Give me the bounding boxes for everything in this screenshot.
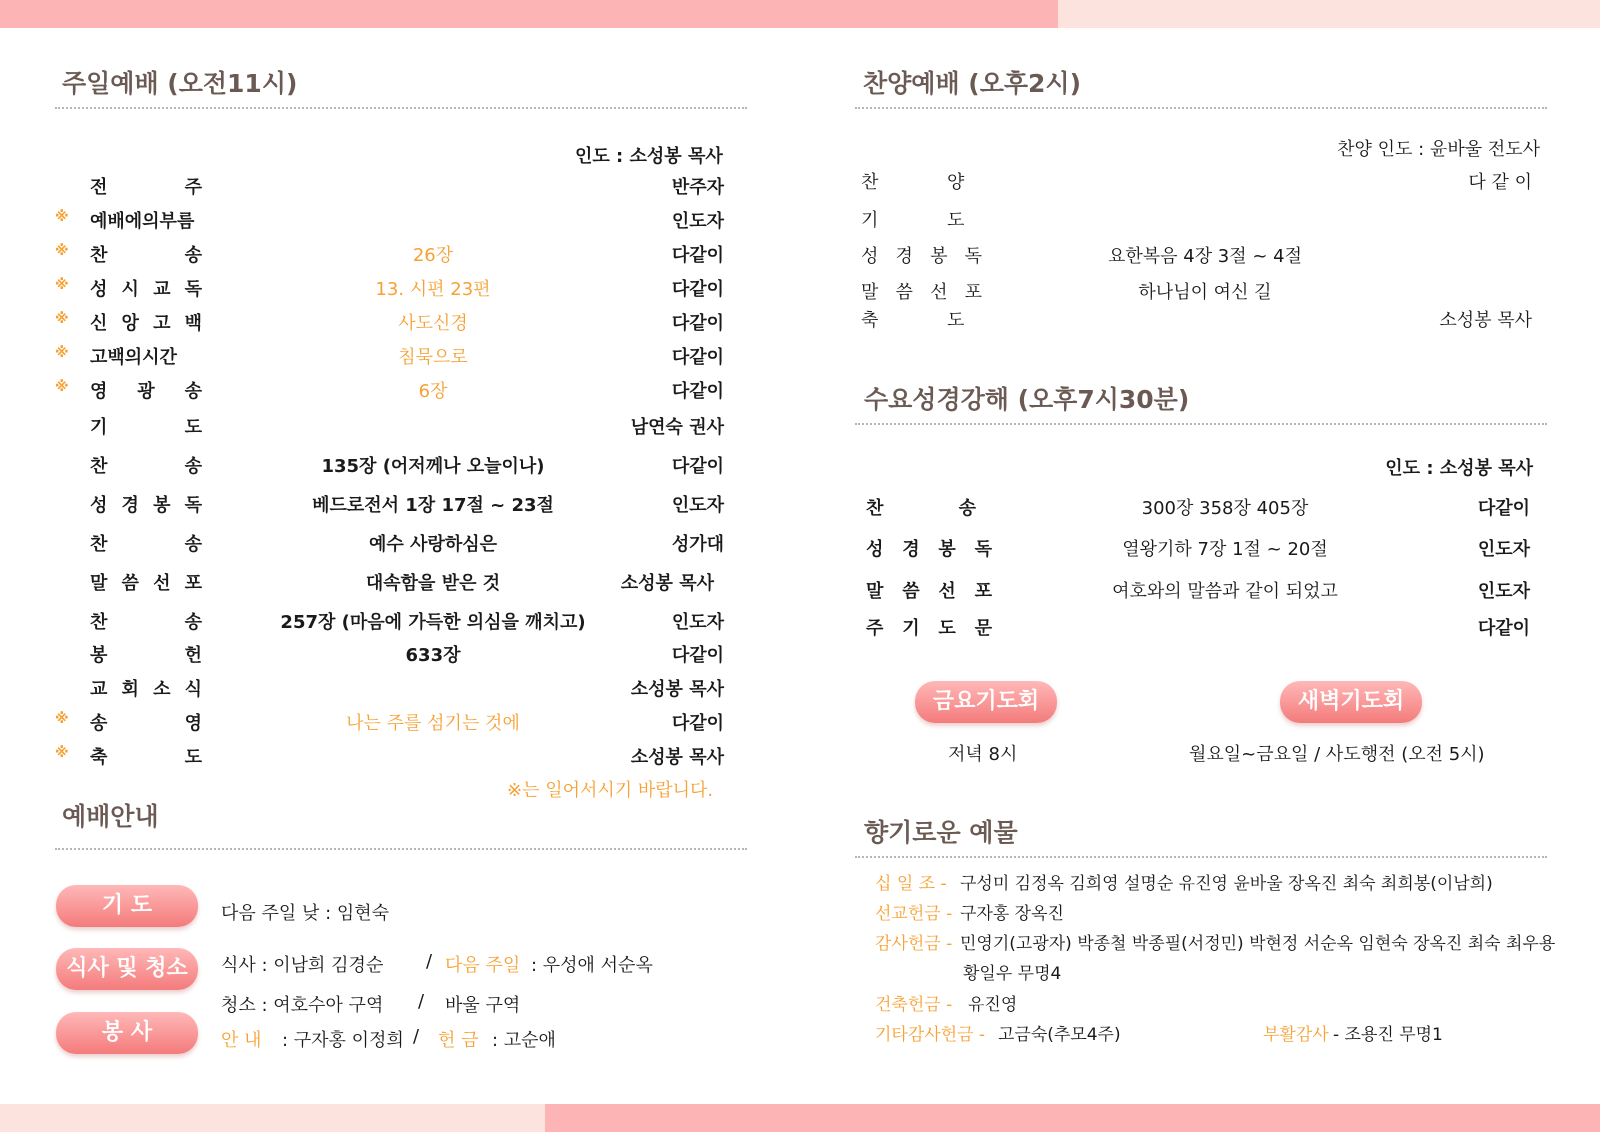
friday-prayer-time: 저녁 8시 [948, 744, 1018, 765]
praise-item: 말 씀 선 포 [861, 282, 983, 303]
order-item: 고백의시간 [90, 347, 177, 368]
standing-note: ※는 일어서시기 바랍니다. [507, 780, 714, 801]
order-person: 다같이 [671, 279, 724, 300]
usher-label: 안 내 [221, 1030, 262, 1051]
order-item: 영 광 송 [90, 381, 202, 402]
order-item: 찬 송 [90, 612, 202, 633]
order-person: 다같이 [671, 713, 724, 734]
order-item: 송 영 [90, 713, 202, 734]
standing-mark: ※ [55, 379, 69, 395]
standing-mark: ※ [55, 243, 69, 259]
order-person: 인도자 [671, 211, 724, 232]
order-item: 성 경 봉 독 [90, 495, 202, 516]
praise-item: 기 도 [861, 210, 965, 231]
tithe-label: 십 일 조 - [875, 874, 947, 894]
prayer-text: 다음 주일 낮 : 임현숙 [221, 903, 390, 924]
clean-separator: / [418, 991, 425, 1012]
order-item: 찬 송 [90, 245, 202, 266]
meal-next-text: : 우성애 서순옥 [531, 955, 653, 976]
order-person: 소성봉 목사 [630, 679, 724, 700]
easter-names: - 조용진 무명1 [1333, 1025, 1443, 1045]
order-person: 소성봉 목사 [630, 747, 724, 768]
friday-prayer-pill: 금요기도회 [915, 681, 1057, 723]
order-person: 다같이 [671, 347, 724, 368]
wednesday-item: 말 씀 선 포 [866, 581, 992, 602]
dawn-prayer-time: 월요일~금요일 / 사도행전 (오전 5시) [1189, 744, 1485, 765]
praise-item: 성 경 봉 독 [861, 246, 983, 267]
wednesday-person: 인도자 [1477, 581, 1530, 602]
wednesday-item: 찬 송 [866, 498, 976, 519]
standing-mark: ※ [55, 711, 69, 727]
wednesday-leader: 인도 : 소성봉 목사 [1385, 458, 1533, 479]
thanks-names: 민영기(고광자) 박종철 박종필(서정민) 박현정 서순옥 임현숙 장옥진 최숙 최우용 [960, 934, 1556, 954]
order-content: 633장 [405, 645, 461, 666]
wednesday-title: 수요성경강해 (오후7시30분) [864, 385, 1190, 414]
meal-separator: / [426, 951, 433, 972]
praise-content: 하나님이 여신 길 [1138, 282, 1272, 303]
order-person: 다같이 [671, 456, 724, 477]
wednesday-person: 다같이 [1477, 498, 1530, 519]
order-content: 침묵으로 [398, 347, 468, 368]
thanks-names-2: 황일우 무명4 [963, 964, 1062, 984]
other-names: 고금숙(추모4주) [998, 1025, 1121, 1045]
top-accent-bar [0, 0, 1058, 28]
service-pill: 봉 사 [56, 1012, 198, 1054]
bottom-accent-bar-light [0, 1104, 545, 1132]
order-item: 성 시 교 독 [90, 279, 202, 300]
standing-mark: ※ [55, 311, 69, 327]
order-person: 인도자 [671, 612, 724, 633]
section-divider [855, 856, 1547, 858]
order-person: 인도자 [671, 495, 724, 516]
order-content: 대속함을 받은 것 [365, 573, 501, 594]
dawn-prayer-pill: 새벽기도회 [1280, 681, 1422, 723]
offering-text: : 고순애 [492, 1030, 556, 1051]
order-person: 다같이 [671, 245, 724, 266]
order-content: 257장 (마음에 가득한 의심을 깨치고) [280, 612, 586, 633]
tithe-names: 구성미 김정옥 김희영 설명순 유진영 윤바울 장옥진 최숙 최희봉(이남희) [960, 874, 1493, 894]
praise-title: 찬양예배 (오후2시) [863, 69, 1082, 98]
praise-person: 다 같 이 [1468, 172, 1532, 193]
clean-text: 청소 : 여호수아 구역 [221, 995, 384, 1016]
building-label: 건축헌금 - [875, 995, 953, 1015]
order-item: 봉 헌 [90, 645, 202, 666]
order-item: 축 도 [90, 747, 202, 768]
order-item: 찬 송 [90, 456, 202, 477]
prayer-pill: 기 도 [56, 885, 198, 927]
order-content: 사도신경 [398, 313, 468, 334]
standing-mark: ※ [55, 277, 69, 293]
order-item: 기 도 [90, 417, 202, 438]
order-item: 예배에의부름 [90, 211, 195, 232]
clean-text-2: 바울 구역 [445, 995, 521, 1016]
order-content: 베드로전서 1장 17절 ~ 23절 [312, 495, 554, 516]
easter-label: 부활감사 [1263, 1025, 1329, 1045]
wednesday-item: 성 경 봉 독 [866, 539, 992, 560]
order-item: 교 회 소 식 [90, 679, 202, 700]
standing-mark: ※ [55, 209, 69, 225]
praise-content: 요한복음 4장 3절 ~ 4절 [1107, 246, 1303, 267]
meal-pill: 식사 및 청소 [56, 948, 198, 990]
guide-title: 예배안내 [62, 802, 159, 831]
order-item: 찬 송 [90, 534, 202, 555]
order-person: 남연숙 권사 [630, 417, 724, 438]
section-divider [55, 107, 747, 109]
order-person: 성가대 [671, 534, 724, 555]
order-content: 6장 [418, 381, 448, 402]
sunday-title: 주일예배 (오전11시) [62, 69, 298, 98]
wednesday-content: 여호와의 말씀과 같이 되었고 [1112, 581, 1338, 602]
order-content: 예수 사랑하심은 [369, 534, 497, 555]
meal-text: 식사 : 이남희 김경순 [221, 955, 384, 976]
section-divider [855, 107, 1547, 109]
order-item: 전 주 [90, 177, 202, 198]
order-content: 135장 (어저께나 오늘이나) [321, 456, 545, 477]
wednesday-content: 300장 358장 405장 [1141, 498, 1309, 519]
praise-leader: 찬양 인도 : 윤바울 전도사 [1337, 139, 1540, 160]
order-item: 말 씀 선 포 [90, 573, 202, 594]
order-person: 다같이 [671, 313, 724, 334]
offering-label: 헌 금 [438, 1030, 479, 1051]
section-divider [855, 423, 1547, 425]
standing-mark: ※ [55, 345, 69, 361]
praise-item: 찬 양 [861, 172, 965, 193]
wednesday-person: 다같이 [1477, 618, 1530, 639]
sunday-leader: 인도 : 소성봉 목사 [575, 146, 723, 167]
wednesday-item: 주 기 도 문 [866, 618, 992, 639]
standing-mark: ※ [55, 745, 69, 761]
usher-text: : 구자홍 이정희 [282, 1030, 404, 1051]
order-item: 신 앙 고 백 [90, 313, 202, 334]
mission-label: 선교헌금 - [875, 904, 953, 924]
order-content: 26장 [412, 245, 454, 266]
order-person: 다같이 [671, 645, 724, 666]
section-divider [55, 848, 747, 850]
praise-person: 소성봉 목사 [1439, 310, 1532, 331]
order-content: 13. 시편 23편 [375, 279, 491, 300]
order-person: 반주자 [671, 177, 724, 198]
top-accent-bar-light [1058, 0, 1600, 28]
order-content: 나는 주를 섬기는 것에 [346, 713, 520, 734]
wednesday-content: 열왕기하 7장 1절 ~ 20절 [1122, 539, 1328, 560]
building-names: 유진영 [968, 995, 1018, 1015]
wednesday-person: 인도자 [1477, 539, 1530, 560]
bottom-accent-bar [545, 1104, 1600, 1132]
meal-next-label: 다음 주일 [445, 955, 521, 976]
order-person: 소성봉 목사 [620, 573, 714, 594]
mission-names: 구자홍 장옥진 [960, 904, 1064, 924]
offerings-title: 향기로운 예물 [864, 818, 1018, 847]
other-label: 기타감사헌금 - [875, 1025, 986, 1045]
order-person: 다같이 [671, 381, 724, 402]
praise-item: 축 도 [861, 310, 965, 331]
thanks-label: 감사헌금 - [875, 934, 953, 954]
service-separator: / [413, 1026, 420, 1047]
